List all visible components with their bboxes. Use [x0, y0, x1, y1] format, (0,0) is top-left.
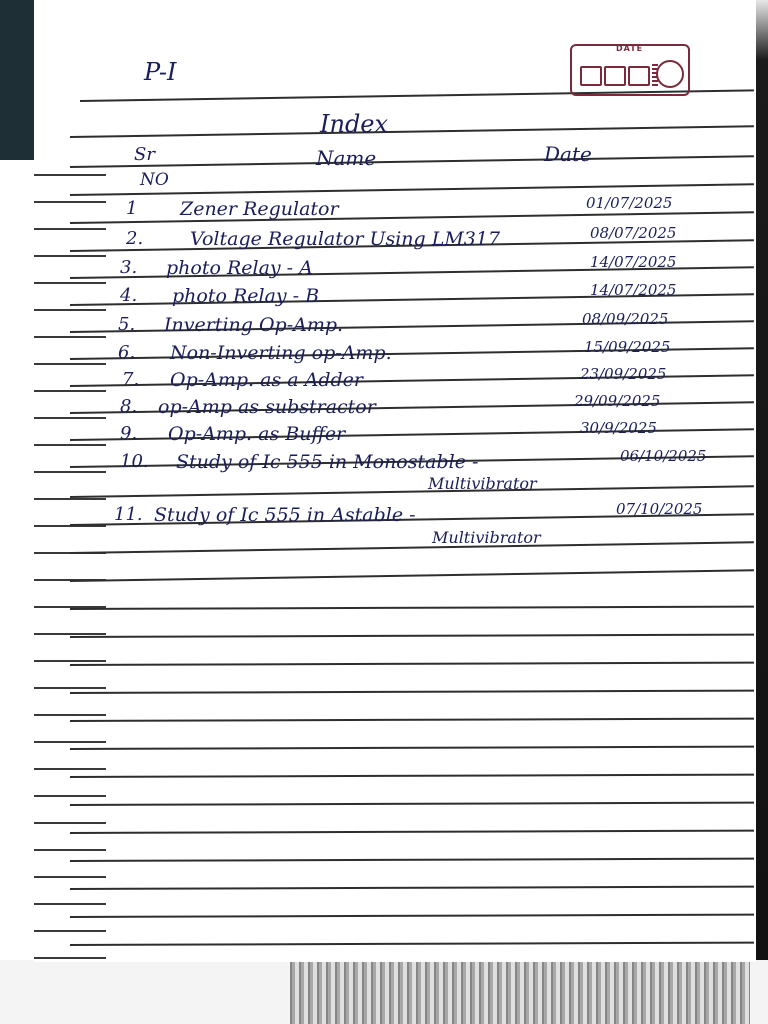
entry-number: 11.: [114, 504, 143, 525]
entry-name: photo Relay - A: [166, 257, 313, 279]
entry-number: 2.: [126, 228, 144, 249]
header-date: Date: [544, 142, 592, 166]
ruled-line: [70, 690, 754, 694]
entry-date: 08/07/2025: [590, 224, 677, 242]
background-right: [754, 0, 768, 1024]
ruled-line: [70, 125, 754, 138]
entry-date: 29/09/2025: [574, 392, 661, 410]
page-edges-left: [34, 150, 106, 962]
page-title: Index: [320, 110, 389, 138]
ruled-line: [70, 718, 754, 722]
entry-date: 08/09/2025: [582, 310, 669, 328]
entry-name: Inverting Op-Amp.: [164, 314, 344, 336]
ruled-line: [70, 858, 754, 862]
entry-number: 3.: [120, 257, 138, 278]
ruled-line: [70, 746, 754, 750]
page-edges-bottom: [290, 962, 750, 1024]
entry-number: 9.: [120, 423, 138, 444]
entry-date: 14/07/2025: [590, 253, 677, 271]
entry-date: 30/9/2025: [580, 419, 657, 437]
ruled-line: [70, 485, 754, 498]
ruled-line: [70, 942, 754, 946]
date-stamp: [570, 44, 690, 96]
ruled-line: [70, 155, 754, 168]
ruled-line: [70, 606, 754, 610]
entry-name: Study of Ic 555 in Monostable -: [176, 451, 479, 473]
entry-number: 5.: [118, 314, 136, 335]
ruled-line: [70, 662, 754, 666]
entry-number: 7.: [122, 369, 140, 390]
entry-date: 01/07/2025: [586, 194, 673, 212]
entry-number: 4.: [120, 285, 138, 306]
ruled-line: [70, 211, 754, 224]
entry-number: 8.: [120, 396, 138, 417]
entry-number: 6.: [118, 342, 136, 363]
ruled-line: [70, 774, 754, 778]
ruled-line: [70, 634, 754, 638]
entry-name: photo Relay - B: [172, 285, 320, 307]
entry-number: 1: [126, 198, 138, 219]
entry-date: 06/10/2025: [620, 447, 707, 465]
date-stamp-knob: [656, 60, 684, 88]
entry-name: op-Amp as substractor: [158, 396, 376, 418]
entry-name: Op-Amp. as Buffer: [168, 423, 346, 445]
entry-name: Zener Regulator: [180, 198, 339, 220]
ruled-line: [70, 569, 754, 582]
entry-name: Non-Inverting op-Amp.: [170, 342, 392, 364]
entry-date: 07/10/2025: [616, 500, 703, 518]
entry-name: Study of Ic 555 in Astable -: [154, 504, 416, 526]
entry-number: 10.: [120, 451, 149, 472]
header-no: NO: [140, 170, 169, 190]
entry-name: Op-Amp. as a Adder: [170, 369, 363, 391]
ruled-line: [70, 541, 754, 554]
ruled-line: [70, 802, 754, 806]
page-number-label: P-I: [144, 58, 177, 86]
entry-name-continued: Multivibrator: [428, 474, 537, 493]
entry-date: 15/09/2025: [584, 338, 671, 356]
entry-name-continued: Multivibrator: [432, 528, 541, 547]
date-stamp-label: DATE: [616, 44, 644, 53]
entry-name: Voltage Regulator Using LM317: [190, 228, 501, 250]
ruled-line: [70, 886, 754, 890]
date-stamp-boxes: [580, 66, 650, 86]
notebook-page: [34, 0, 756, 962]
entry-date: 23/09/2025: [580, 365, 667, 383]
ruled-line: [70, 830, 754, 834]
header-name: Name: [316, 146, 377, 170]
entry-date: 14/07/2025: [590, 281, 677, 299]
header-sr: Sr: [134, 144, 155, 165]
ruled-line: [70, 914, 754, 918]
